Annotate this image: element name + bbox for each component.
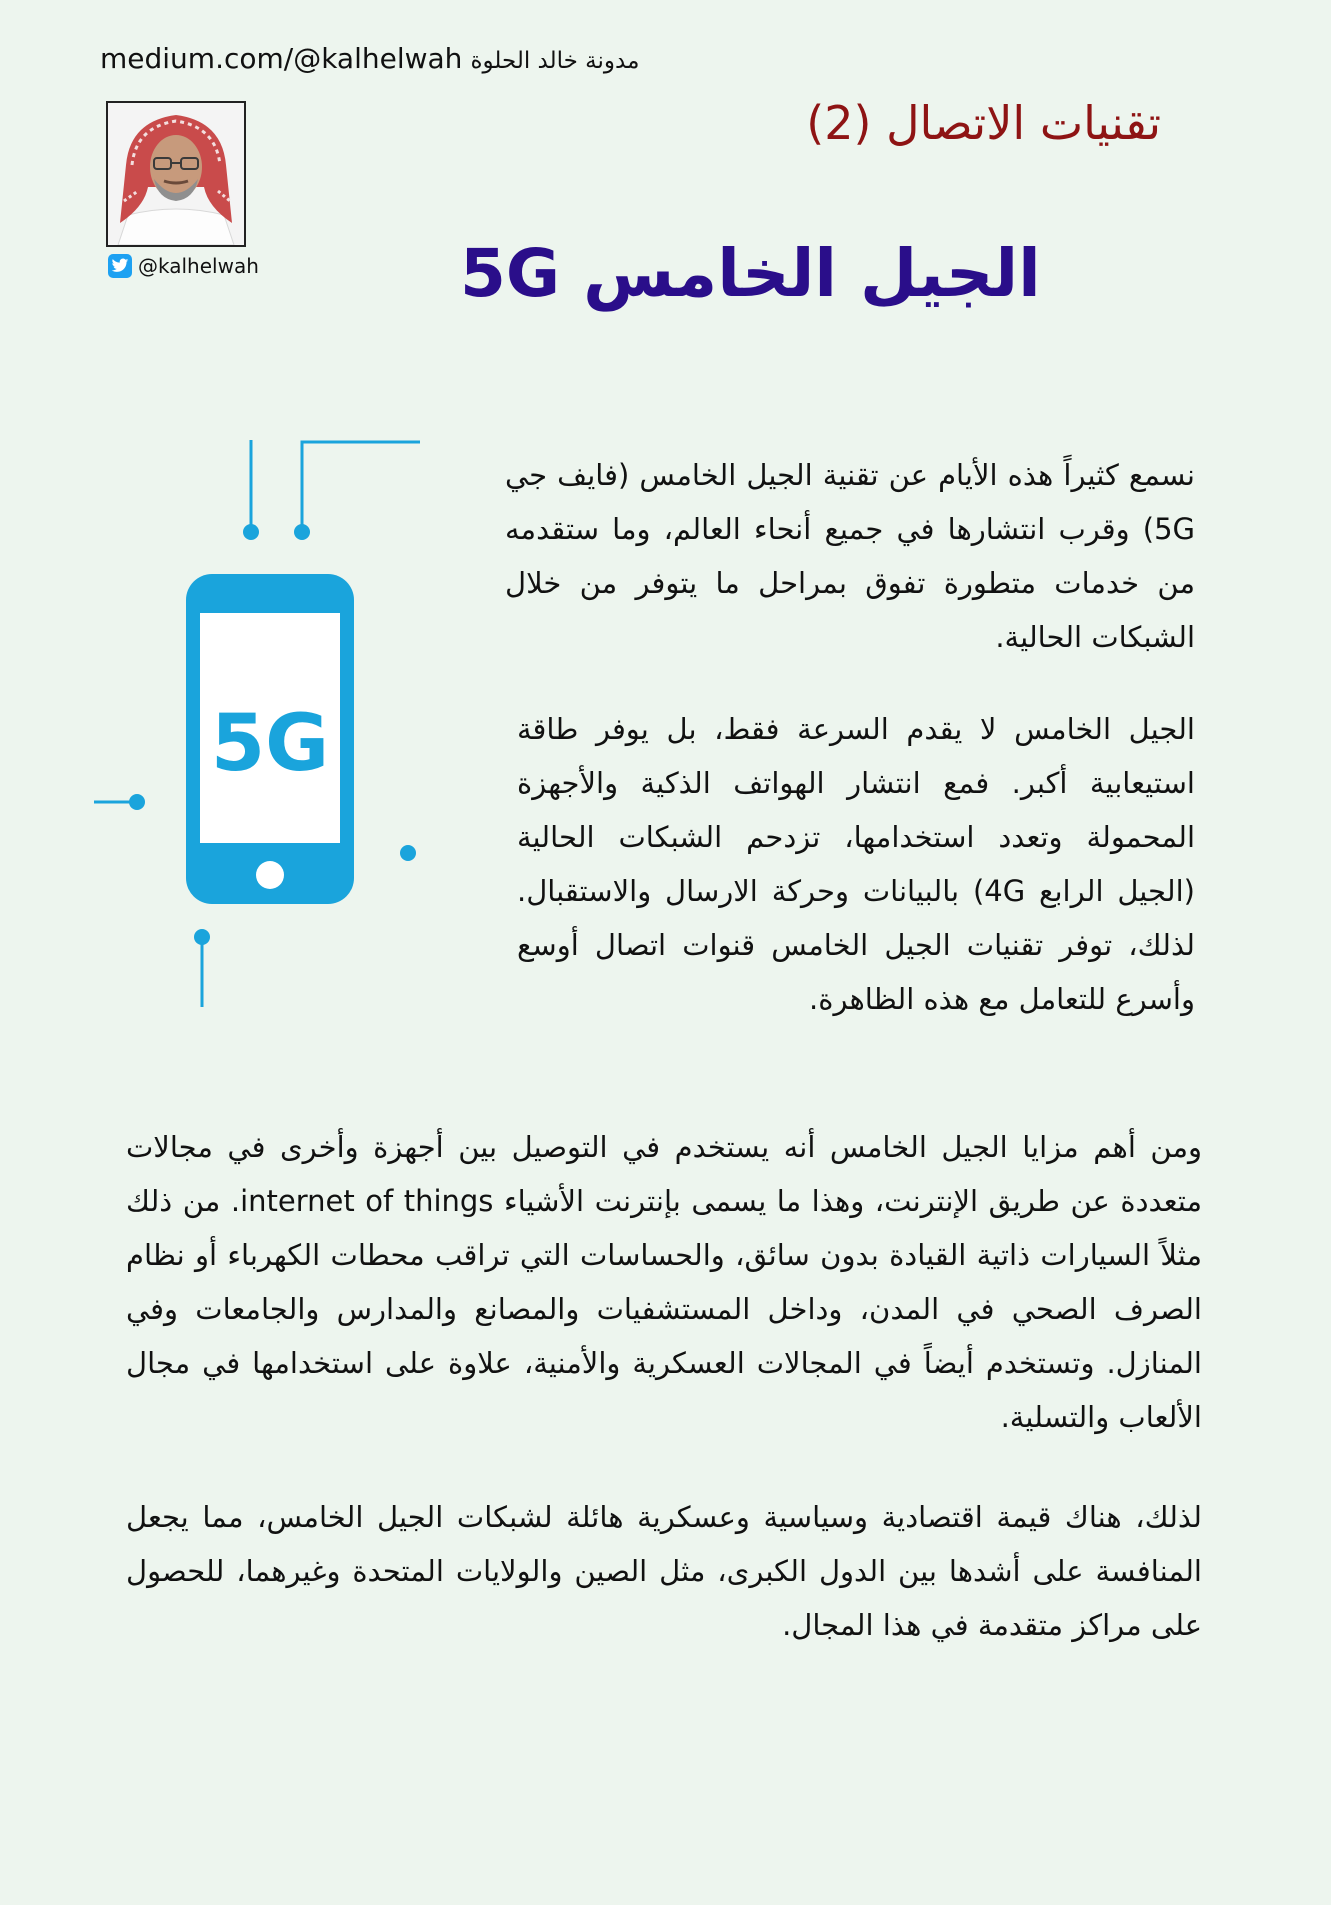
blog-name: مدونة خالد الحلوة — [470, 48, 640, 74]
phone-screen-label: 5G — [210, 699, 330, 789]
blog-header — [100, 42, 639, 75]
author-avatar-icon — [108, 103, 244, 245]
phone-5g-illustration — [90, 435, 430, 1015]
paragraph-capacity: الجيل الخامس لا يقدم السرعة فقط، بل يوفر طاقة استيعابية أكبر. فمع انتشار الهواتف الذكية والأجهزة المحمولة وتعدد استخدامها، تزدحم الشبكات الحالية (الجيل الرابع 4G) بالبيانات وحركة الارسال والاستقبال. لذلك، توفر تقنيات الجيل الخامس قنوات اتصال أوسع وأسرع للتعامل مع هذه الظاهرة. — [517, 712, 1195, 1016]
twitter-handle-text: @kalhelwah — [138, 254, 259, 278]
paragraph-intro: نسمع كثيراً هذه الأيام عن تقنية الجيل الخامس (فايف جي 5G) وقرب انتشارها في جميع أنحاء العالم، وما ستقدمه من خدمات متطورة تفوق بمراحل ما يتوفر من خلال الشبكات الحالية. — [505, 458, 1195, 654]
twitter-handle[interactable] — [108, 254, 259, 278]
paragraph-iot: ومن أهم مزايا الجيل الخامس أنه يستخدم في التوصيل بين أجهزة وأخرى في مجالات متعددة عن طريق الإنترنت، وهذا ما يسمى بإنترنت الأشياء internet of things. من ذلك مثلاً السيارات ذاتية القيادة بدون سائق، والحساسات التي تراقب محطات الكهرباء أو نظام الصرف الصحي في المدن، وداخل المستشفيات والمصانع والمدارس والجامعات وفي المنازل. وتستخدم أيضاً في المجالات العسكرية والأمنية، علاوة على استخدامها في مجال الألعاب والتسلية. — [126, 1130, 1202, 1434]
paragraph-competition: لذلك، هناك قيمة اقتصادية وسياسية وعسكرية هائلة لشبكات الجيل الخامس، مما يجعل المنافسة على أشدها بين الدول الكبرى، مثل الصين والولايات المتحدة وغيرهما، للحصول على مراكز متقدمة في هذا المجال. — [126, 1500, 1202, 1642]
smartphone-5g-icon — [90, 435, 430, 1015]
author-photo — [106, 101, 246, 247]
main-title: الجيل الخامس 5G — [460, 235, 1041, 312]
twitter-icon — [108, 254, 132, 278]
series-title: تقنيات الاتصال (2) — [806, 96, 1161, 150]
blog-url-link[interactable]: medium.com/@kalhelwah — [100, 42, 463, 75]
